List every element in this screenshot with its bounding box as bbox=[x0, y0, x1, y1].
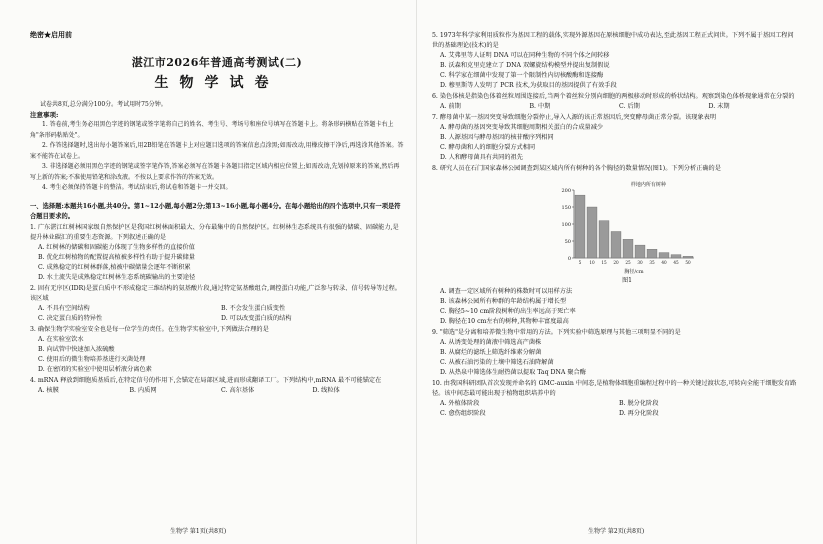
note-item: 4. 考生必须保持答题卡的整洁。考试结束后,将试卷和答题卡一并交回。 bbox=[42, 184, 232, 191]
answer-option: C. 使用后的微生物培养基进行灭菌处理 bbox=[38, 355, 146, 363]
answer-option: D. 从热泉中筛选体生耐热菌以提取 Taq DNA 聚合酶 bbox=[440, 369, 586, 376]
question-stem: 9. "筛选"是分离和培养微生物中常用的方法。下列实验中筛选原理与其他三项明显不同的是 bbox=[432, 329, 681, 336]
x-tick-label: 35 bbox=[649, 260, 655, 265]
right-page bbox=[432, 30, 798, 419]
answer-option: B. 内质网 bbox=[129, 386, 157, 394]
figure-caption: 图1 bbox=[622, 277, 632, 284]
answer-option: D. 人和酵母菌具有共同的祖先 bbox=[440, 154, 523, 161]
note-item: 2. 作答选择题时,选出每小题答案后,用2B铅笔在答题卡上对应题目选项的答案信息点涂黑;如需改动,用橡皮擦干净后,再选涂其他答案。答案不能答在试卷上。 bbox=[30, 142, 404, 160]
answer-option: A. 红树林的储碳和固碳能力体现了生物多样性的直接价值 bbox=[38, 243, 195, 251]
confidential-mark: 绝密★启用前 bbox=[30, 30, 72, 39]
y-tick-label: 0 bbox=[567, 256, 571, 262]
dbh-bar-chart bbox=[552, 176, 702, 276]
bar bbox=[635, 245, 645, 258]
question-stem: 8. 研究人员在石门国家森林公园调查到某区域内所有树种的各个胸径的数量情况(图1)。下列分析正确的是 bbox=[432, 165, 721, 172]
answer-option: A. 艾弗里等人证明 DNA 可以在同种生物的不同个体之间转移 bbox=[440, 52, 610, 59]
answer-option: B. 优化红树植物的配置提高植被多样性有助于提升碳储量 bbox=[38, 253, 195, 261]
answer-option: C. 从被石油污染的土壤中筛选石油降解菌 bbox=[440, 359, 554, 366]
question bbox=[30, 376, 404, 396]
answer-option: A. 在实验室饮水 bbox=[38, 335, 84, 343]
notes-title: 注意事项: bbox=[30, 111, 59, 119]
question bbox=[30, 284, 404, 324]
footer-page-2: 生物学 第2页(共8页) bbox=[588, 528, 645, 535]
answer-option: A. 酵母菌的基因突变导致其细胞周期相关蛋白的合成量减少 bbox=[440, 124, 604, 131]
answer-option: D. 穆里斯等人发明了 PCR 技术,为获取目的基因提供了有效手段 bbox=[440, 82, 617, 89]
answer-option: C. 高尔基体 bbox=[221, 386, 255, 394]
question bbox=[30, 223, 404, 283]
answer-option: C. 科学家在细菌中发现了第一个限制性内切核酸酶和连接酶 bbox=[440, 72, 604, 79]
answer-option-row bbox=[432, 409, 798, 419]
answer-option: D. 末期 bbox=[708, 103, 730, 110]
answer-option: C. 酵母菌和人的细胞分裂方式相同 bbox=[440, 144, 536, 151]
answer-option: D. 水土流失是成熟稳定红树林生态系统碳输出的主要途径 bbox=[38, 273, 196, 281]
left-page bbox=[30, 30, 404, 396]
answer-option: D. 线粒体 bbox=[312, 386, 340, 394]
question bbox=[432, 31, 798, 91]
subject-title: 生物学试卷 bbox=[154, 75, 280, 91]
question bbox=[432, 287, 798, 327]
answer-option: B. 向试管中快速加入浓硫酸 bbox=[38, 345, 115, 353]
page-fold bbox=[416, 0, 417, 544]
answer-option: A. 外植体阶段 bbox=[440, 400, 480, 407]
chart-title: 样地内所有树种 bbox=[630, 182, 666, 188]
answer-option: C. 后期 bbox=[619, 103, 640, 110]
answer-option: D. 胸径在10 cm左右的树种,其物种丰富度最高 bbox=[440, 318, 569, 325]
answer-option: A. 前期 bbox=[440, 103, 461, 110]
answer-option: B. 人源基因与酵母基因的核苷酸序列相同 bbox=[440, 134, 554, 141]
x-tick-label: 30 bbox=[637, 260, 643, 265]
question-stem: 1. 广东湛江红树林国家级自然保护区是我国红树林面积最大、分布最集中的自然保护区。红树林生态系统具有很强的储碳、固碳能力,是提升林业碳汇的重要生态资源。下列叙述正确的是 bbox=[30, 223, 399, 241]
notes-list bbox=[30, 120, 404, 194]
y-tick-label: 50 bbox=[564, 239, 571, 245]
x-tick-label: 20 bbox=[613, 260, 619, 265]
question-stem: 7. 酵母菌中某一基因突变导致细胞分裂停止,导入人源的该正常基因后,突变酵母菌正常分裂。该现象表明 bbox=[432, 114, 717, 121]
answer-option: A. 从诱变处理的菌液中筛选高产菌株 bbox=[440, 339, 542, 346]
question-stem: 6. 染色体核是指染色体着丝粒周围连接后,当两个着丝粒分别向细胞的两极移动时形成的桥状结构。观察到染色体桥现象通常在分裂的 bbox=[432, 93, 795, 100]
question bbox=[432, 92, 798, 112]
question-stem: 10. 由我国科研团队首次发现并命名的 GMC-auxin 中间态,是植物体细胞重编程过程中的一种关键过渡状态,可转向全能干细胞发育路径。该中间态最可能出现于植物组织培养中的 bbox=[432, 380, 797, 397]
bar bbox=[575, 195, 585, 258]
x-tick-label: 25 bbox=[625, 260, 631, 265]
left-questions bbox=[30, 223, 404, 396]
answer-option: D. 再分化阶段 bbox=[619, 410, 659, 417]
bar bbox=[671, 255, 681, 258]
question-stem: 3. 确保生物学实验室安全也是每一位学生的责任。在生物学实验室中,下列做法合理的是 bbox=[30, 325, 269, 333]
bar bbox=[683, 256, 693, 258]
answer-option: B. 不会发生蛋白质变性 bbox=[221, 304, 286, 312]
question bbox=[432, 164, 798, 174]
question bbox=[432, 113, 798, 163]
answer-option-row bbox=[30, 304, 404, 314]
answer-option: C. 成熟稳定的红树林群落,植被中碳储量会逐年不断积累 bbox=[38, 263, 191, 271]
answer-option-row bbox=[30, 314, 404, 324]
answer-option: B. 中期 bbox=[529, 103, 551, 110]
answer-option: B. 该森林公园所有种群的年龄结构属于增长型 bbox=[440, 298, 567, 305]
bar bbox=[623, 239, 633, 258]
answer-option: B. 从腐烂的滤纸上筛选纤维素分解菌 bbox=[440, 349, 542, 356]
answer-option: D. 可以改变蛋白质的结构 bbox=[221, 314, 292, 322]
x-axis-label: 胸径/cm bbox=[624, 269, 644, 275]
note-item: 3. 非选择题必须用黑色字迹的钢笔或签字笔作答,答案必须写在答题卡各题目指定区域内相应位置上;如需改动,先划掉原来的答案,然后再写上新的答案;不准使用铅笔和涂改液。不按以上要求作答的答案无效。 bbox=[30, 163, 400, 181]
bar bbox=[587, 207, 597, 258]
x-tick-label: 10 bbox=[589, 260, 595, 265]
answer-option: A. 核膜 bbox=[38, 386, 59, 394]
answer-option: B. 脱分化阶段 bbox=[619, 400, 659, 407]
right-questions-continued bbox=[432, 287, 798, 419]
x-tick-label: 5 bbox=[578, 260, 582, 265]
footer-page-1: 生物学 第1页(共8页) bbox=[170, 528, 227, 535]
question-stem: 5. 1973年科学家利用质粒作为基因工程的载体,实现外源基因在原核细胞中成功表达,至此基因工程正式问世。下列不属于基因工程问世的基础理论(技术)的是 bbox=[432, 32, 794, 49]
question-stem: 4. mRNA 释放到细胞质基质后,在特定信号的作用下,会锚定在局部区域,进而形成翻译工厂。下列结构中,mRNA 最不可能锚定在 bbox=[30, 376, 382, 384]
bar bbox=[647, 249, 657, 258]
x-tick-label: 15 bbox=[601, 260, 607, 265]
right-questions bbox=[432, 31, 798, 174]
answer-option: A. 调查一定区域所有树种的株数时可以用样方法 bbox=[440, 288, 573, 295]
question bbox=[432, 379, 798, 419]
answer-option: A. 不具有空间结构 bbox=[38, 304, 90, 312]
figure-1 bbox=[552, 176, 702, 276]
answer-option: C. 胸径5~10 cm阶段树种的出生率远高于死亡率 bbox=[440, 308, 576, 315]
answer-option: D. 在密闭的实验室中使用层析液分离色素 bbox=[38, 365, 152, 373]
answer-option: C. 愈伤组织阶段 bbox=[440, 410, 486, 417]
question-stem: 2. 固有无序区(IDR)是蛋白质中不形成稳定三维结构的氨基酸片段,通过特定氨基酸组合,调控蛋白功能,广泛参与转录、信号转导等过程。该区域 bbox=[30, 284, 401, 302]
y-tick-label: 150 bbox=[561, 205, 571, 211]
y-tick-label: 100 bbox=[561, 222, 571, 228]
x-tick-label: 45 bbox=[673, 260, 679, 265]
bar bbox=[599, 221, 609, 258]
x-tick-label: 40 bbox=[661, 260, 667, 265]
answer-option-row bbox=[432, 399, 798, 409]
x-tick-label: 50 bbox=[685, 260, 691, 265]
bar bbox=[611, 231, 621, 258]
answer-option: B. 沃森和克里克建立了 DNA 双螺旋结构模型并提出复制假说 bbox=[440, 62, 610, 69]
y-tick-label: 200 bbox=[561, 188, 571, 194]
section-heading: 一、选择题:本题共16小题,共40分。第1~12小题,每小题2分;第13~16小题,每小题4分。在每小题给出的四个选项中,只有一项是符合题目要求的。 bbox=[30, 202, 401, 220]
question bbox=[432, 328, 798, 378]
answer-option: C. 决定蛋白质的特异性 bbox=[38, 314, 103, 322]
bar bbox=[659, 253, 669, 258]
note-item: 1. 答卷前,考生务必用黑色字迹的钢笔或签字笔将自己的姓名、考生号、考场号和座位号填写在答题卡上。将条形码横贴在答题卡右上角"条形码粘贴处"。 bbox=[30, 121, 394, 139]
exam-title: 湛江市2026年普通高考测试(二) bbox=[131, 56, 303, 69]
question bbox=[30, 325, 404, 375]
answer-option-row bbox=[432, 102, 798, 112]
answer-option-row bbox=[30, 386, 404, 396]
exam-meta: 试卷共8页,总分满分100分。考试用时75分钟。 bbox=[40, 101, 167, 108]
